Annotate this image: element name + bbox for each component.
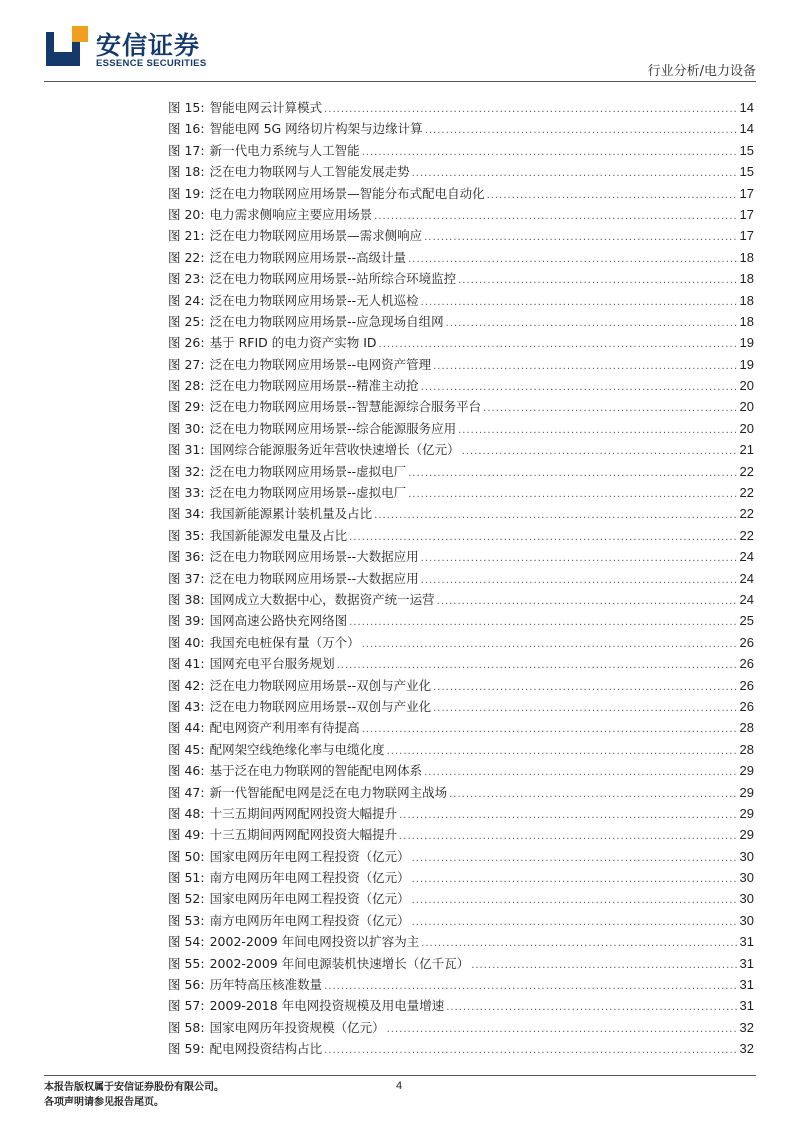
toc-entry-title: 泛在电力物联网应用场景--大数据应用 bbox=[209, 570, 419, 586]
toc-leader-dots bbox=[458, 270, 737, 291]
toc-entry-page: 26 bbox=[739, 698, 754, 714]
toc-entry-title: 南方电网历年电网工程投资（亿元） bbox=[209, 912, 410, 928]
toc-entry-label: 图 58: bbox=[168, 1019, 205, 1035]
toc-entry-label: 图 25: bbox=[168, 313, 205, 329]
toc-entry-page: 18 bbox=[739, 249, 754, 265]
toc-entry[interactable] bbox=[168, 311, 754, 332]
toc-entry[interactable] bbox=[168, 675, 754, 696]
toc-entry-title: 2002-2009 年间电网投资以扩容为主 bbox=[209, 934, 420, 950]
toc-entry[interactable] bbox=[168, 931, 754, 952]
toc-entry-label: 图 27: bbox=[168, 356, 205, 372]
toc-entry-page: 20 bbox=[739, 378, 754, 394]
toc-entry-label: 图 37: bbox=[168, 570, 205, 586]
report-category: 行业分析/电力设备 bbox=[647, 64, 756, 79]
toc-entry-title: 新一代智能配电网是泛在电力物联网主战场 bbox=[209, 784, 448, 800]
figure-index bbox=[168, 97, 754, 1060]
toc-entry-page: 31 bbox=[739, 955, 754, 971]
toc-leader-dots bbox=[408, 484, 737, 505]
toc-entry-label: 图 54: bbox=[168, 934, 205, 950]
toc-entry-title: 我国充电桩保有量（万个） bbox=[209, 634, 360, 650]
toc-leader-dots bbox=[374, 206, 737, 227]
toc-entry-label: 图 34: bbox=[168, 506, 205, 522]
toc-leader-dots bbox=[324, 976, 737, 997]
toc-entry[interactable] bbox=[168, 589, 754, 610]
toc-entry-page: 20 bbox=[739, 420, 754, 436]
toc-entry-page: 18 bbox=[739, 313, 754, 329]
toc-entry-label: 图 19: bbox=[168, 185, 205, 201]
toc-entry[interactable] bbox=[168, 354, 754, 375]
brand-logo bbox=[46, 26, 206, 76]
toc-leader-dots bbox=[433, 698, 737, 719]
toc-entry-title: 泛在电力物联网与人工智能发展走势 bbox=[209, 164, 410, 180]
toc-entry-title: 泛在电力物联网应用场景--高级计量 bbox=[209, 249, 407, 265]
toc-entry-page: 31 bbox=[739, 998, 754, 1014]
toc-entry[interactable] bbox=[168, 332, 754, 353]
toc-entry-page: 26 bbox=[739, 677, 754, 693]
toc-entry-title: 我国新能源累计装机量及占比 bbox=[209, 506, 373, 522]
toc-entry-title: 泛在电力物联网应用场景--虚拟电厂 bbox=[209, 485, 407, 501]
toc-entry[interactable] bbox=[168, 375, 754, 396]
toc-entry-title: 智能电网云计算模式 bbox=[209, 100, 323, 115]
toc-entry-label: 图 17: bbox=[168, 142, 205, 158]
toc-entry[interactable] bbox=[168, 867, 754, 888]
toc-entry-page: 15 bbox=[739, 164, 754, 180]
toc-leader-dots bbox=[412, 869, 738, 890]
toc-entry-label: 图 23: bbox=[168, 271, 205, 287]
toc-entry-label: 图 36: bbox=[168, 549, 205, 565]
toc-entry-page: 21 bbox=[739, 442, 754, 458]
toc-entry-title: 国家电网历年电网工程投资（亿元） bbox=[209, 891, 410, 907]
toc-entry-page: 14 bbox=[739, 100, 754, 115]
toc-leader-dots bbox=[425, 120, 738, 141]
toc-entry-page: 29 bbox=[739, 805, 754, 821]
toc-leader-dots bbox=[399, 826, 737, 847]
toc-entry-label: 图 45: bbox=[168, 741, 205, 757]
toc-entry-page: 18 bbox=[739, 292, 754, 308]
toc-entry-label: 图 52: bbox=[168, 891, 205, 907]
header-divider bbox=[44, 81, 756, 82]
toc-entry[interactable] bbox=[168, 482, 754, 503]
toc-entry-label: 图 51: bbox=[168, 870, 205, 886]
toc-entry-label: 图 33: bbox=[168, 485, 205, 501]
toc-leader-dots bbox=[362, 634, 738, 655]
toc-leader-dots bbox=[483, 398, 737, 419]
toc-entry-label: 图 28: bbox=[168, 378, 205, 394]
toc-entry-label: 图 53: bbox=[168, 912, 205, 928]
toc-entry-title: 泛在电力物联网应用场景--应急现场自组网 bbox=[209, 313, 444, 329]
toc-entry[interactable] bbox=[168, 418, 754, 439]
toc-entry-title: 十三五期间两网配网投资大幅提升 bbox=[209, 827, 398, 843]
toc-entry-label: 图 30: bbox=[168, 420, 205, 436]
toc-entry-page: 22 bbox=[739, 527, 754, 543]
toc-entry-title: 国网高速公路快充网络图 bbox=[209, 613, 348, 629]
toc-leader-dots bbox=[349, 612, 737, 633]
toc-entry-label: 图 22: bbox=[168, 249, 205, 265]
toc-entry-title: 2002-2009 年间电源装机快速增长（亿千瓦） bbox=[209, 955, 470, 971]
toc-entry-page: 17 bbox=[739, 228, 754, 244]
toc-entry-page: 22 bbox=[739, 463, 754, 479]
toc-entry-title: 2009-2018 年电网投资规模及用电量增速 bbox=[209, 998, 445, 1014]
toc-entry-page: 20 bbox=[739, 399, 754, 415]
toc-leader-dots bbox=[471, 955, 737, 976]
toc-leader-dots bbox=[379, 334, 738, 355]
toc-entry[interactable] bbox=[168, 803, 754, 824]
toc-leader-dots bbox=[337, 655, 738, 676]
toc-entry-label: 图 16: bbox=[168, 121, 205, 137]
toc-entry-title: 历年特高压核准数量 bbox=[209, 977, 323, 993]
toc-entry-label: 图 43: bbox=[168, 698, 205, 714]
toc-entry-title: 国网充电平台服务规划 bbox=[209, 656, 335, 672]
toc-entry[interactable] bbox=[168, 290, 754, 311]
copyright-notice: 本报告版权属于安信证券股份有限公司。 bbox=[44, 1082, 224, 1093]
toc-entry-page: 28 bbox=[739, 741, 754, 757]
toc-leader-dots bbox=[421, 377, 738, 398]
toc-leader-dots bbox=[387, 1019, 738, 1040]
toc-leader-dots bbox=[412, 912, 738, 933]
toc-entry[interactable] bbox=[168, 204, 754, 225]
toc-entry[interactable] bbox=[168, 1017, 754, 1038]
toc-leader-dots bbox=[362, 142, 738, 163]
toc-leader-dots bbox=[433, 677, 737, 698]
toc-entry-page: 30 bbox=[739, 912, 754, 928]
toc-entry-page: 24 bbox=[739, 570, 754, 586]
toc-entry[interactable] bbox=[168, 439, 754, 460]
toc-entry[interactable] bbox=[168, 888, 754, 909]
toc-entry[interactable] bbox=[168, 225, 754, 246]
toc-leader-dots bbox=[412, 163, 738, 184]
toc-entry-label: 图 57: bbox=[168, 998, 205, 1014]
toc-entry-page: 19 bbox=[739, 335, 754, 351]
toc-entry[interactable] bbox=[168, 546, 754, 567]
toc-entry-label: 图 59: bbox=[168, 1041, 205, 1057]
toc-entry-page: 26 bbox=[739, 634, 754, 650]
toc-leader-dots bbox=[421, 548, 738, 569]
toc-entry-title: 泛在电力物联网应用场景--智慧能源综合服务平台 bbox=[209, 399, 482, 415]
toc-entry-title: 泛在电力物联网应用场景--大数据应用 bbox=[209, 549, 419, 565]
toc-entry-title: 智能电网 5G 网络切片构架与边缘计算 bbox=[209, 121, 423, 137]
toc-entry[interactable] bbox=[168, 824, 754, 845]
toc-entry-title: 新一代电力系统与人工智能 bbox=[209, 142, 360, 158]
toc-entry-title: 基于泛在电力物联网的智能配电网体系 bbox=[209, 763, 423, 779]
toc-entry-page: 24 bbox=[739, 549, 754, 565]
toc-entry-page: 17 bbox=[739, 206, 754, 222]
toc-entry-title: 泛在电力物联网应用场景--综合能源服务应用 bbox=[209, 420, 457, 436]
toc-entry-title: 泛在电力物联网应用场景--站所综合环境监控 bbox=[209, 271, 457, 287]
toc-leader-dots bbox=[374, 505, 737, 526]
toc-entry-page: 18 bbox=[739, 271, 754, 287]
toc-leader-dots bbox=[362, 719, 738, 740]
toc-entry-page: 22 bbox=[739, 485, 754, 501]
page-header bbox=[0, 0, 800, 80]
toc-entry-title: 电力需求侧响应主要应用场景 bbox=[209, 206, 373, 222]
toc-entry-title: 泛在电力物联网应用场景--无人机巡检 bbox=[209, 292, 419, 308]
toc-entry-label: 图 56: bbox=[168, 977, 205, 993]
toc-entry-label: 图 40: bbox=[168, 634, 205, 650]
toc-entry[interactable] bbox=[168, 974, 754, 995]
toc-leader-dots bbox=[462, 441, 738, 462]
disclaimer-notice: 各项声明请参见报告尾页。 bbox=[44, 1097, 164, 1108]
toc-entry-label: 图 55: bbox=[168, 955, 205, 971]
toc-entry-page: 32 bbox=[739, 1041, 754, 1057]
toc-entry-label: 图 38: bbox=[168, 591, 205, 607]
toc-entry-title: 基于 RFID 的电力资产实物 ID bbox=[209, 335, 377, 351]
toc-entry-label: 图 20: bbox=[168, 206, 205, 222]
toc-entry[interactable] bbox=[168, 183, 754, 204]
footer-divider bbox=[44, 1075, 756, 1076]
toc-entry-title: 国网成立大数据中心，数据资产统一运营 bbox=[209, 591, 435, 607]
toc-entry[interactable] bbox=[168, 161, 754, 182]
toc-entry-title: 配电网投资结构占比 bbox=[209, 1041, 323, 1057]
toc-leader-dots bbox=[387, 741, 738, 762]
toc-entry-page: 14 bbox=[739, 121, 754, 137]
toc-entry-label: 图 15: bbox=[168, 100, 205, 115]
toc-entry[interactable] bbox=[168, 846, 754, 867]
toc-leader-dots bbox=[421, 933, 737, 954]
toc-leader-dots bbox=[446, 997, 737, 1018]
toc-entry[interactable] bbox=[168, 910, 754, 931]
toc-entry[interactable] bbox=[168, 268, 754, 289]
toc-entry-label: 图 48: bbox=[168, 805, 205, 821]
logo-mark-icon bbox=[46, 26, 88, 68]
toc-entry-title: 泛在电力物联网应用场景--双创与产业化 bbox=[209, 677, 432, 693]
footer-notes bbox=[44, 1080, 224, 1110]
toc-entry-page: 17 bbox=[739, 185, 754, 201]
toc-entry-page: 32 bbox=[739, 1019, 754, 1035]
page-number: 4 bbox=[396, 1080, 403, 1092]
toc-entry-page: 30 bbox=[739, 870, 754, 886]
toc-entry-label: 图 21: bbox=[168, 228, 205, 244]
toc-entry[interactable] bbox=[168, 760, 754, 781]
toc-leader-dots bbox=[412, 890, 738, 911]
toc-entry[interactable] bbox=[168, 610, 754, 631]
toc-leader-dots bbox=[421, 292, 738, 313]
toc-leader-dots bbox=[324, 99, 737, 120]
brand-name-cn: 安信证券 bbox=[96, 31, 201, 60]
toc-entry-label: 图 18: bbox=[168, 164, 205, 180]
toc-entry[interactable] bbox=[168, 140, 754, 161]
toc-leader-dots bbox=[449, 784, 737, 805]
toc-entry-label: 图 31: bbox=[168, 442, 205, 458]
toc-leader-dots bbox=[408, 463, 737, 484]
toc-entry-label: 图 47: bbox=[168, 784, 205, 800]
toc-entry-title: 我国新能源发电量及占比 bbox=[209, 527, 348, 543]
toc-leader-dots bbox=[349, 527, 737, 548]
toc-entry[interactable] bbox=[168, 696, 754, 717]
toc-entry-title: 配电网资产利用率有待提高 bbox=[209, 720, 360, 736]
toc-entry[interactable] bbox=[168, 118, 754, 139]
toc-leader-dots bbox=[421, 570, 738, 591]
toc-entry-title: 南方电网历年电网工程投资（亿元） bbox=[209, 870, 410, 886]
toc-leader-dots bbox=[446, 313, 738, 334]
toc-entry-page: 30 bbox=[739, 848, 754, 864]
toc-entry-label: 图 50: bbox=[168, 848, 205, 864]
toc-leader-dots bbox=[458, 420, 737, 441]
brand-name-en: ESSENCE SECURITIES bbox=[96, 58, 207, 69]
toc-entry-page: 24 bbox=[739, 591, 754, 607]
toc-entry-title: 泛在电力物联网应用场景—需求侧响应 bbox=[209, 228, 423, 244]
toc-entry[interactable] bbox=[168, 247, 754, 268]
toc-entry-page: 26 bbox=[739, 656, 754, 672]
toc-entry-page: 31 bbox=[739, 934, 754, 950]
toc-entry-title: 泛在电力物联网应用场景--电网资产管理 bbox=[209, 356, 432, 372]
toc-leader-dots bbox=[412, 848, 738, 869]
toc-entry-title: 国家电网历年电网工程投资（亿元） bbox=[209, 848, 410, 864]
toc-entry[interactable] bbox=[168, 525, 754, 546]
toc-entry-label: 图 41: bbox=[168, 656, 205, 672]
toc-entry[interactable] bbox=[168, 396, 754, 417]
toc-entry-title: 泛在电力物联网应用场景--虚拟电厂 bbox=[209, 463, 407, 479]
toc-entry[interactable] bbox=[168, 995, 754, 1016]
toc-entry[interactable] bbox=[168, 503, 754, 524]
toc-entry-title: 泛在电力物联网应用场景--精准主动抢 bbox=[209, 378, 419, 394]
toc-entry[interactable] bbox=[168, 632, 754, 653]
toc-entry-label: 图 46: bbox=[168, 763, 205, 779]
toc-entry-page: 29 bbox=[739, 763, 754, 779]
toc-entry-title: 国家电网历年投资规模（亿元） bbox=[209, 1019, 385, 1035]
toc-leader-dots bbox=[487, 185, 738, 206]
toc-entry-title: 泛在电力物联网应用场景--双创与产业化 bbox=[209, 698, 432, 714]
toc-entry-page: 29 bbox=[739, 827, 754, 843]
toc-leader-dots bbox=[424, 762, 737, 783]
toc-entry-title: 国网综合能源服务近年营收快速增长（亿元） bbox=[209, 442, 460, 458]
toc-entry[interactable] bbox=[168, 782, 754, 803]
toc-entry[interactable] bbox=[168, 953, 754, 974]
toc-entry-page: 31 bbox=[739, 977, 754, 993]
toc-leader-dots bbox=[433, 356, 737, 377]
toc-entry-label: 图 24: bbox=[168, 292, 205, 308]
toc-leader-dots bbox=[399, 805, 737, 826]
toc-entry-page: 15 bbox=[739, 142, 754, 158]
toc-entry[interactable] bbox=[168, 717, 754, 738]
toc-entry-page: 25 bbox=[739, 613, 754, 629]
toc-entry[interactable] bbox=[168, 568, 754, 589]
toc-entry-title: 泛在电力物联网应用场景—智能分布式配电自动化 bbox=[209, 185, 485, 201]
toc-entry-page: 28 bbox=[739, 720, 754, 736]
toc-entry[interactable] bbox=[168, 97, 754, 118]
toc-entry-page: 29 bbox=[739, 784, 754, 800]
toc-entry-label: 图 44: bbox=[168, 720, 205, 736]
toc-entry-label: 图 29: bbox=[168, 399, 205, 415]
toc-leader-dots bbox=[437, 591, 738, 612]
toc-entry-title: 十三五期间两网配网投资大幅提升 bbox=[209, 805, 398, 821]
toc-entry-label: 图 49: bbox=[168, 827, 205, 843]
toc-entry-title: 配网架空线绝缘化率与电缆化度 bbox=[209, 741, 385, 757]
toc-entry[interactable] bbox=[168, 653, 754, 674]
toc-entry-label: 图 35: bbox=[168, 527, 205, 543]
toc-entry-label: 图 39: bbox=[168, 613, 205, 629]
toc-entry-label: 图 42: bbox=[168, 677, 205, 693]
toc-entry[interactable] bbox=[168, 739, 754, 760]
toc-entry-page: 30 bbox=[739, 891, 754, 907]
toc-entry[interactable] bbox=[168, 461, 754, 482]
toc-leader-dots bbox=[324, 1040, 737, 1061]
toc-entry[interactable] bbox=[168, 1038, 754, 1059]
toc-entry-label: 图 32: bbox=[168, 463, 205, 479]
toc-leader-dots bbox=[424, 227, 737, 248]
toc-entry-page: 22 bbox=[739, 506, 754, 522]
toc-entry-page: 19 bbox=[739, 356, 754, 372]
toc-leader-dots bbox=[408, 249, 737, 270]
toc-entry-label: 图 26: bbox=[168, 335, 205, 351]
